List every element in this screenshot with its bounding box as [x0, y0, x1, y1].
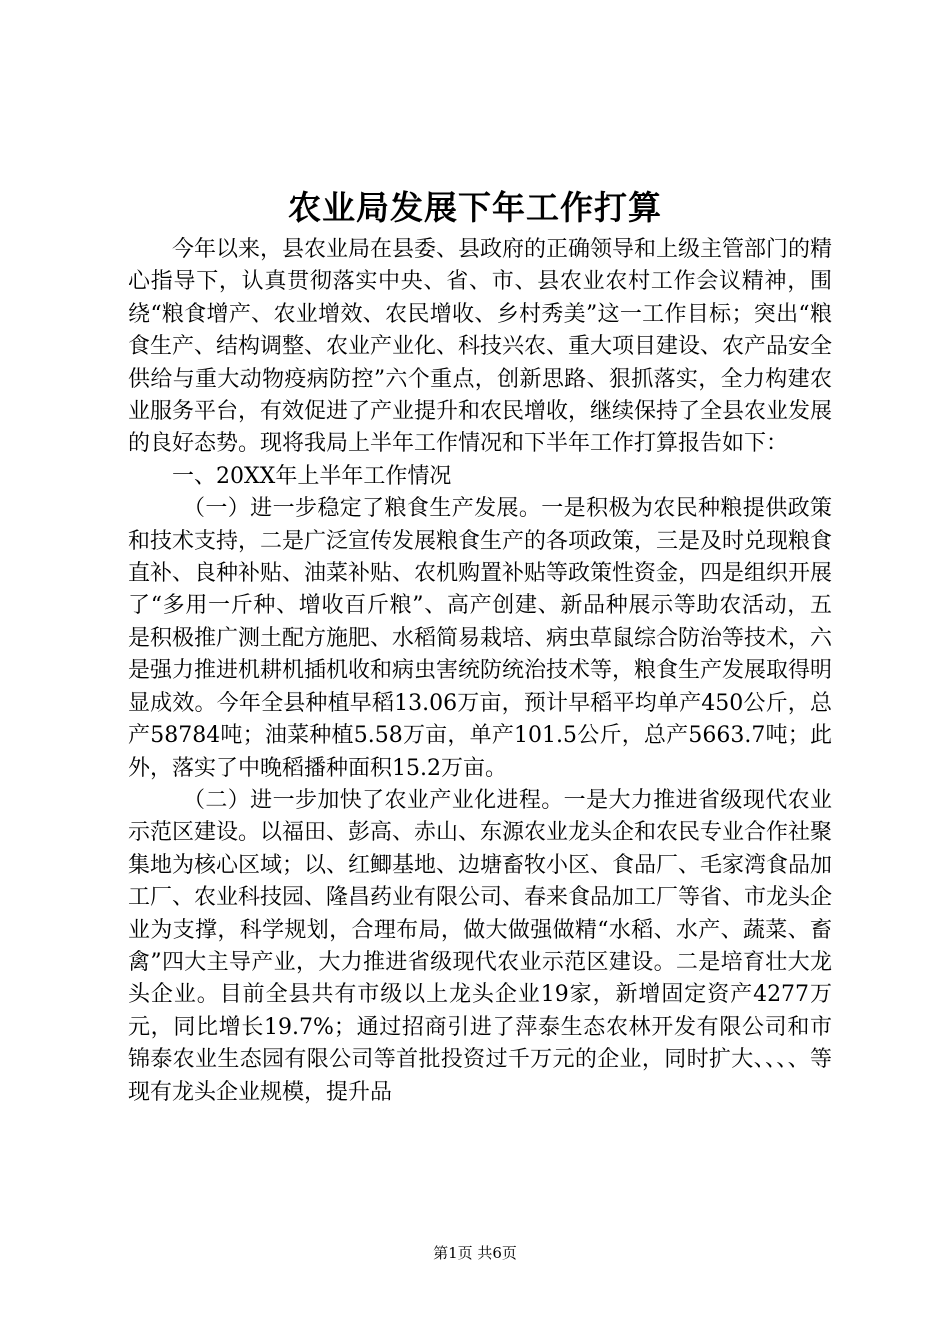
document-body — [128, 234, 832, 1109]
page-footer: 第1页 共6页 — [433, 1244, 517, 1262]
section-heading-1: 一、20XX年上半年工作情况 — [172, 463, 452, 489]
paragraph-intro: 今年以来，县农业局在县委、县政府的正确领导和上级主管部门的精心指导下，认真贯彻落实中央、省、市、县农业农村工作会议精神，围绕“粮食增产、农业增效、农民增收、乡村秀美”这一工作目标；突出“粮食生产、结构调整、农业产业化、科技兴农、重大项目建设、农产品安全供给与重大动物疫病防控”六个重点，创新思路、狠抓落实，全力构建农业服务平台，有效促进了产业提升和农民增收，继续保持了全县农业发展的良好态势。现将我局上半年工作情况和下半年工作打算报告如下： — [128, 237, 833, 457]
document-title: 农业局发展下年工作打算 — [288, 188, 662, 227]
paragraph-grain-production: （一）进一步稳定了粮食生产发展。一是积极为农民种粮提供政策和技术支持，二是广泛宣传发展粮食生产的各项政策，三是及时兑现粮食直补、良种补贴、油菜补贴、农机购置补贴等政策性资金，四是组织开展了“多用一斤种、增收百斤粮”、高产创建、新品种展示等助农活动，五是积极推广测土配方施肥、水稻简易栽培、病虫草鼠综合防治等技术，六是强力推进机耕机插机收和病虫害统防统治技术等，粮食生产发展取得明显成效。今年全县种植早稻13.06万亩，预计早稻平均单产450公斤，总产58784吨；油菜种植5.58万亩，单产101.5公斤，总产5663.7吨；此外，落实了中晚稻播种面积15.2万亩。 — [128, 496, 833, 781]
paragraph-industrialization: （二）进一步加快了农业产业化进程。一是大力推进省级现代农业示范区建设。以福田、彭高、赤山、东源农业龙头企和农民专业合作社聚集地为核心区域；以、红鲫基地、边塘畜牧小区、食品厂、毛家湾食品加工厂、农业科技园、隆昌药业有限公司、春来食品加工厂等省、市龙头企业为支撑，科学规划，合理布局，做大做强做精“水稻、水产、蔬菜、畜禽”四大主导产业，大力推进省级现代农业示范区建设。二是培育壮大龙头企业。目前全县共有市级以上龙头企业19家，新增固定资产4277万元，同比增长19.7%；通过招商引进了萍泰生态农林开发有限公司和市锦泰农业生态园有限公司等首批投资过千万元的企业，同时扩大、、、、等现有龙头企业规模，提升品 — [128, 787, 833, 1105]
